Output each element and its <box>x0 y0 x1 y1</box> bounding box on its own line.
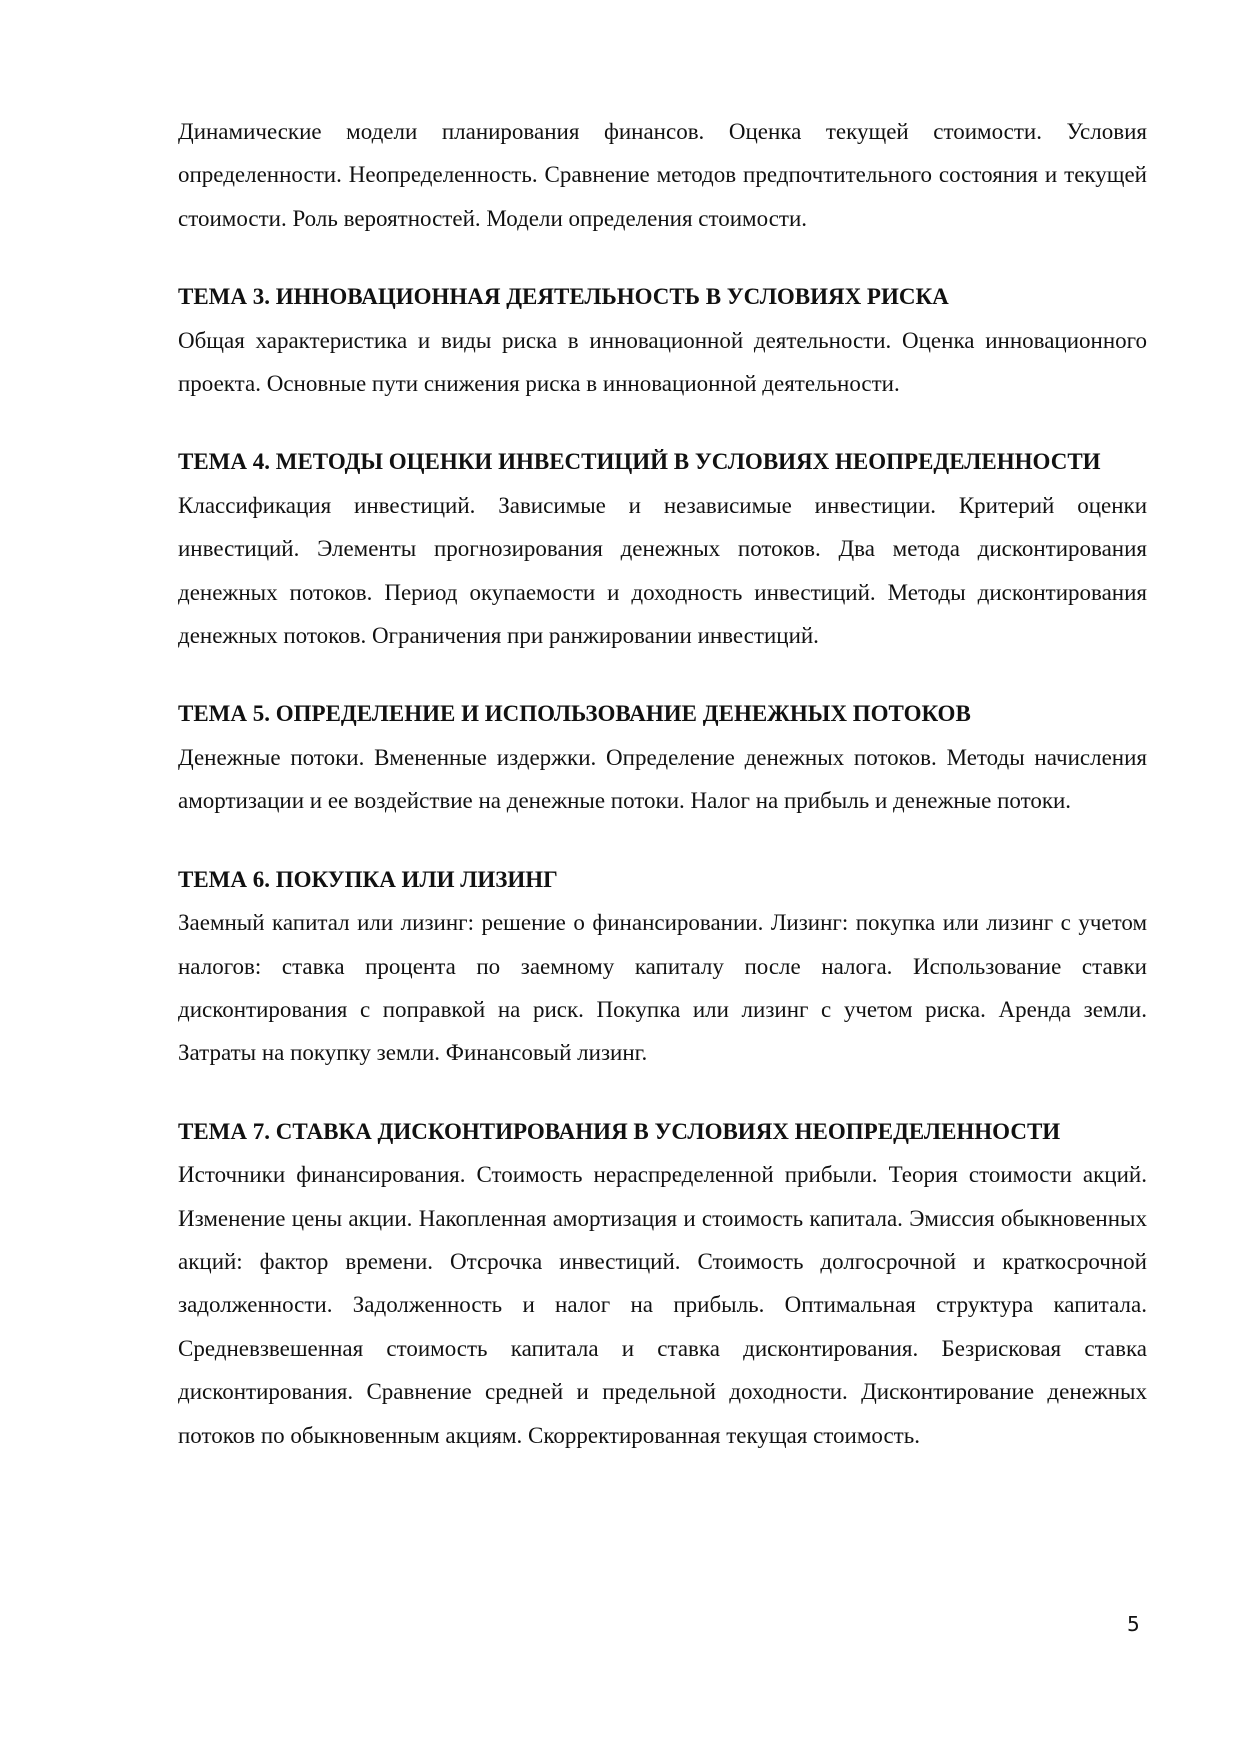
section-body: Источники финансирования. Стоимость нераспределенной прибыли. Теория стоимости акций. Изменение цены акции. Накопленная амортизация и стоимость капитала. Эмиссия обыкновенных акций: фактор времени. Отсрочка инвестиций. Стоимость долгосрочной и краткосрочной задолженности. Задолженность и налог на прибыль. Оптимальная структура капитала. Средневзвешенная стоимость капитала и ставка дисконтирования. Безрисковая ставка дисконтирования. Сравнение средней и предельной доходности. Дисконтирование денежных потоков по обыкновенным акциям. Скорректированная текущая стоимость. <box>178 1162 1147 1448</box>
section-heading: ТЕМА 4. МЕТОДЫ ОЦЕНКИ ИНВЕСТИЦИЙ В УСЛОВИЯХ НЕОПРЕДЕЛЕННОСТИ <box>178 449 1101 475</box>
section-heading: ТЕМА 6. ПОКУПКА ИЛИ ЛИЗИНГ <box>178 866 558 892</box>
section-body: Общая характеристика и виды риска в инновационной деятельности. Оценка инновационного проекта. Основные пути снижения риска в инновационной деятельности. <box>178 327 1147 397</box>
intro-paragraph: Динамические модели планирования финансов. Оценка текущей стоимости. Условия определенности. Неопределенность. Сравнение методов предпочтительного состояния и текущей стоимости. Роль вероятностей. Модели определения стоимости. <box>178 119 1147 231</box>
section-heading: ТЕМА 5. ОПРЕДЕЛЕНИЕ И ИСПОЛЬЗОВАНИЕ ДЕНЕЖНЫХ ПОТОКОВ <box>178 701 971 727</box>
section-topic-5 <box>178 692 1147 822</box>
section-heading: ТЕМА 3. ИННОВАЦИОННАЯ ДЕЯТЕЛЬНОСТЬ В УСЛОВИЯХ РИСКА <box>178 284 949 310</box>
section-topic-7 <box>178 1110 1147 1457</box>
document-page <box>178 110 1147 1457</box>
section-heading: ТЕМА 7. СТАВКА ДИСКОНТИРОВАНИЯ В УСЛОВИЯХ НЕОПРЕДЕЛЕННОСТИ <box>178 1118 1061 1144</box>
section-body: Классификация инвестиций. Зависимые и независимые инвестиции. Критерий оценки инвестиций. Элементы прогнозирования денежных потоков. Два метода дисконтирования денежных потоков. Период окупаемости и доходность инвестиций. Методы дисконтирования денежных потоков. Ограничения при ранжировании инвестиций. <box>178 492 1147 649</box>
section-topic-3 <box>178 275 1147 405</box>
section-body: Заемный капитал или лизинг: решение о финансировании. Лизинг: покупка или лизинг с учетом налогов: ставка процента по заемному капиталу после налога. Использование ставки дисконтирования с поправкой на риск. Покупка или лизинг с учетом риска. Аренда земли. Затраты на покупку земли. Финансовый лизинг. <box>178 910 1147 1066</box>
section-body: Денежные потоки. Вмененные издержки. Определение денежных потоков. Методы начисления амортизации и ее воздействие на денежные потоки. Налог на прибыль и денежные потоки. <box>178 744 1147 814</box>
section-topic-6 <box>178 858 1147 1075</box>
section-topic-4 <box>178 440 1147 657</box>
page-number: 5 <box>1127 1612 1140 1636</box>
